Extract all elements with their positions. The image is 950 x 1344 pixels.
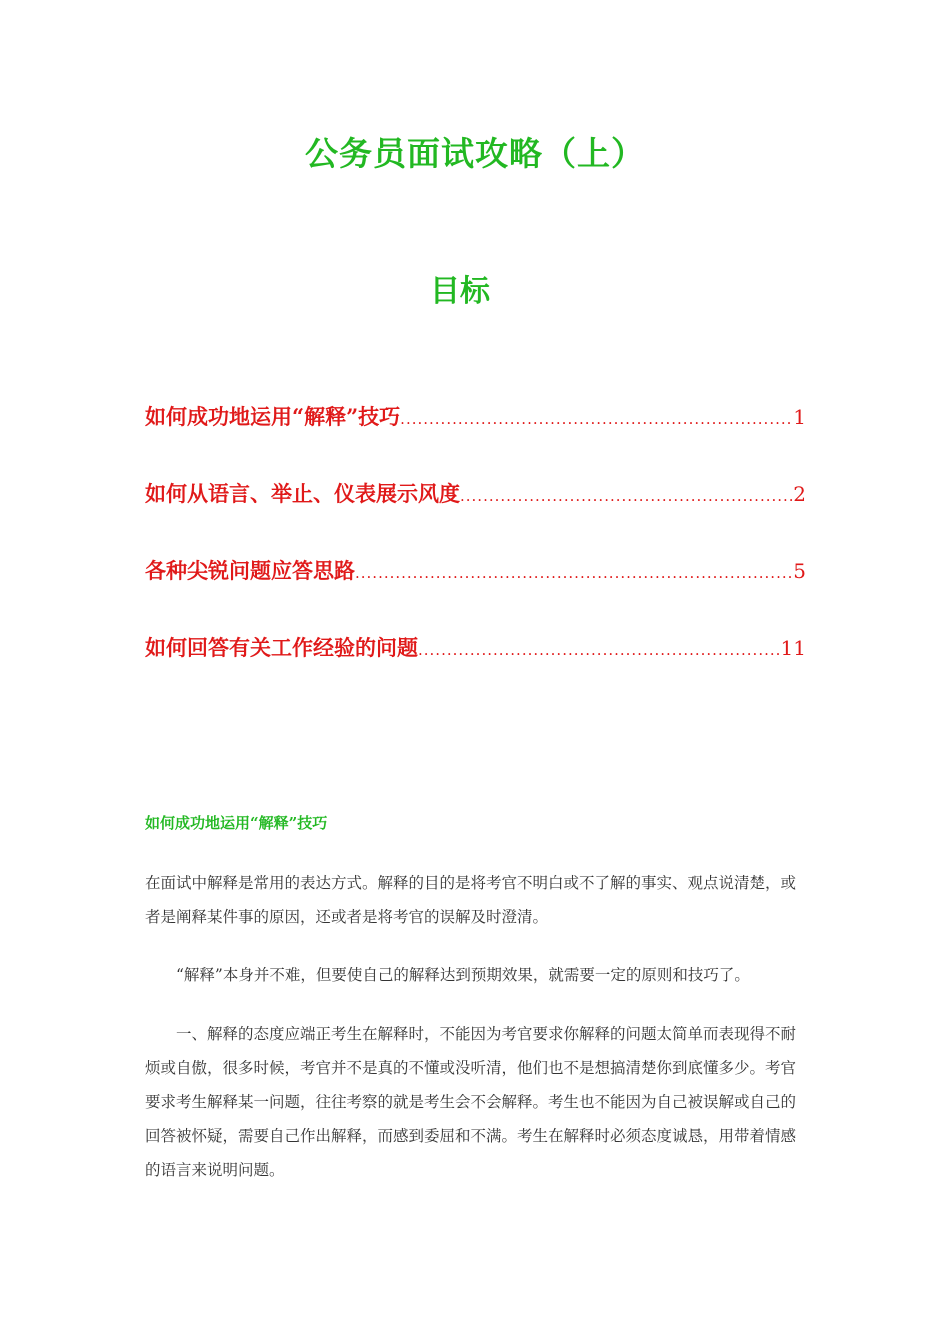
- toc-entry[interactable]: [145, 477, 806, 554]
- toc-entry-label: 如何成功地运用“解释”技巧: [145, 404, 401, 429]
- section-heading: 如何成功地运用“解释”技巧: [145, 814, 328, 832]
- toc-dot-leader: [418, 633, 781, 667]
- toc-dot-leader: [400, 402, 793, 436]
- body-paragraph: 在面试中解释是常用的表达方式。解释的目的是将考官不明白或不了解的事实、观点说清楚，或者是阐释某件事的原因，还或者是将考官的误解及时澄清。: [145, 874, 797, 926]
- toc-entry[interactable]: [145, 400, 806, 477]
- toc-page-number: 11: [780, 636, 806, 660]
- toc-page-number: 1: [793, 405, 806, 429]
- body-paragraph: 一、解释的态度应端正考生在解释时，不能因为考官要求你解释的问题太简单而表现得不耐烦或自傲，很多时候，考官并不是真的不懂或没听清，他们也不是想搞清楚你到底懂多少。考官要求考生解释某一问题，往往考察的就是考生会不会解释。考生也不能因为自己被误解或自己的回答被怀疑，需要自己作出解释，而感到委屈和不满。考生在解释时必须态度诚恳，用带着情感的语言来说明问题。: [145, 1025, 797, 1179]
- toc-dot-leader: [460, 479, 793, 513]
- toc-dot-leader: [355, 556, 793, 590]
- table-of-contents: [145, 400, 806, 708]
- body-paragraph: “解释”本身并不难，但要使自己的解释达到预期效果，就需要一定的原则和技巧了。: [176, 966, 750, 984]
- toc-entry-label: 如何从语言、举止、仪表展示风度: [145, 481, 460, 506]
- toc-page-number: 5: [793, 559, 806, 583]
- toc-entry-label: 如何回答有关工作经验的问题: [145, 635, 418, 660]
- toc-entry[interactable]: [145, 631, 806, 708]
- document-title: 公务员面试攻略（上）: [305, 134, 645, 173]
- toc-heading: 目标: [430, 274, 490, 309]
- toc-page-number: 2: [793, 482, 806, 506]
- toc-entry[interactable]: [145, 554, 806, 631]
- toc-entry-label: 各种尖锐问题应答思路: [145, 558, 355, 583]
